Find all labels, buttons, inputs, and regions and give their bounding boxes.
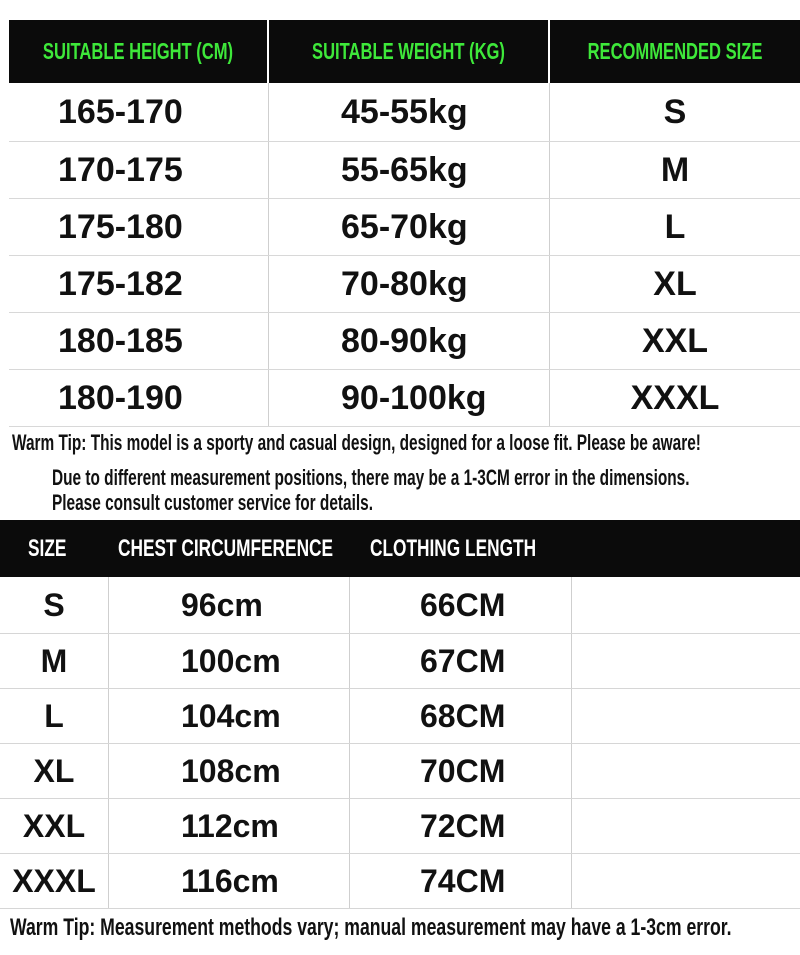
column-divider xyxy=(571,577,572,633)
warm-tip-contact: Please consult customer service for details. xyxy=(52,490,373,515)
column-divider xyxy=(108,577,109,633)
length-cell: 70CM xyxy=(420,752,506,789)
table-row xyxy=(0,634,800,689)
column-divider xyxy=(349,689,350,743)
height-cell: 180-185 xyxy=(9,313,269,369)
column-divider xyxy=(108,854,109,908)
length-cell: 74CM xyxy=(420,862,506,899)
header-clothing-length: CLOTHING LENGTH xyxy=(370,534,537,562)
size-cell: L xyxy=(44,697,64,734)
header-recommended-size: RECOMMENDED SIZE xyxy=(587,38,763,64)
table-row xyxy=(9,313,800,370)
weight-cell: 90-100kg xyxy=(269,370,550,426)
measure-table-header xyxy=(0,520,800,577)
header-chest-circumference: CHEST CIRCUMFERENCE xyxy=(118,534,334,562)
table-row xyxy=(0,854,800,909)
header-divider xyxy=(548,20,550,83)
weight-cell: 65-70kg xyxy=(269,199,550,255)
size-cell: XXL xyxy=(641,321,709,360)
height-cell: 170-175 xyxy=(9,142,269,198)
size-cell: M xyxy=(40,642,68,679)
length-cell: 66CM xyxy=(420,586,506,623)
size-table-body xyxy=(9,83,800,427)
size-cell: S xyxy=(43,586,65,623)
chest-cell: 96cm xyxy=(181,586,263,623)
column-divider xyxy=(571,854,572,908)
weight-cell: 55-65kg xyxy=(269,142,550,198)
chest-cell: 112cm xyxy=(181,807,279,844)
measure-table-body xyxy=(0,577,800,909)
size-cell: XXL xyxy=(22,807,86,844)
length-cell: 67CM xyxy=(420,642,506,679)
size-cell: XL xyxy=(33,752,75,789)
column-divider xyxy=(108,799,109,853)
header-suitable-height: SUITABLE HEIGHT (CM) xyxy=(42,38,234,64)
length-cell: 68CM xyxy=(420,697,506,734)
table-row xyxy=(0,799,800,854)
size-cell: M xyxy=(660,150,690,189)
table-row xyxy=(9,256,800,313)
height-cell: 180-190 xyxy=(9,370,269,426)
header-divider xyxy=(267,20,269,83)
table-row xyxy=(9,370,800,427)
column-divider xyxy=(571,689,572,743)
size-table-header xyxy=(9,20,800,83)
column-divider xyxy=(108,634,109,688)
table-row xyxy=(0,744,800,799)
column-divider xyxy=(108,689,109,743)
column-divider xyxy=(571,744,572,798)
column-divider xyxy=(571,634,572,688)
weight-cell: 70-80kg xyxy=(269,256,550,312)
chest-cell: 108cm xyxy=(181,752,281,789)
size-cell: XXXL xyxy=(12,862,96,899)
size-cell: S xyxy=(663,92,687,131)
size-cell: XL xyxy=(653,264,697,303)
table-row xyxy=(9,199,800,256)
weight-cell: 45-55kg xyxy=(269,83,550,141)
warm-tip-measurement: Warm Tip: Measurement methods vary; manual measurement may have a 1-3cm error. xyxy=(10,914,732,941)
column-divider xyxy=(349,577,350,633)
height-cell: 165-170 xyxy=(9,83,269,141)
column-divider xyxy=(108,744,109,798)
size-cell: XXXL xyxy=(630,378,720,417)
size-cell: L xyxy=(664,207,686,246)
weight-cell: 80-90kg xyxy=(269,313,550,369)
chest-cell: 100cm xyxy=(181,642,281,679)
column-divider xyxy=(349,854,350,908)
table-row xyxy=(0,689,800,744)
warm-tip-fit: Warm Tip: This model is a sporty and casual design, designed for a loose fit. Please be aware! xyxy=(12,430,701,455)
table-row xyxy=(9,142,800,199)
column-divider xyxy=(571,799,572,853)
warm-tip-error: Due to different measurement positions, there may be a 1-3CM error in the dimensions. xyxy=(52,465,690,490)
column-divider xyxy=(349,634,350,688)
header-size: SIZE xyxy=(28,534,67,562)
height-cell: 175-182 xyxy=(9,256,269,312)
table-row xyxy=(9,83,800,142)
height-cell: 175-180 xyxy=(9,199,269,255)
chest-cell: 104cm xyxy=(181,697,281,734)
chest-cell: 116cm xyxy=(181,862,279,899)
length-cell: 72CM xyxy=(420,807,506,844)
column-divider xyxy=(349,744,350,798)
table-row xyxy=(0,577,800,634)
column-divider xyxy=(349,799,350,853)
header-suitable-weight: SUITABLE WEIGHT (KG) xyxy=(312,38,505,64)
